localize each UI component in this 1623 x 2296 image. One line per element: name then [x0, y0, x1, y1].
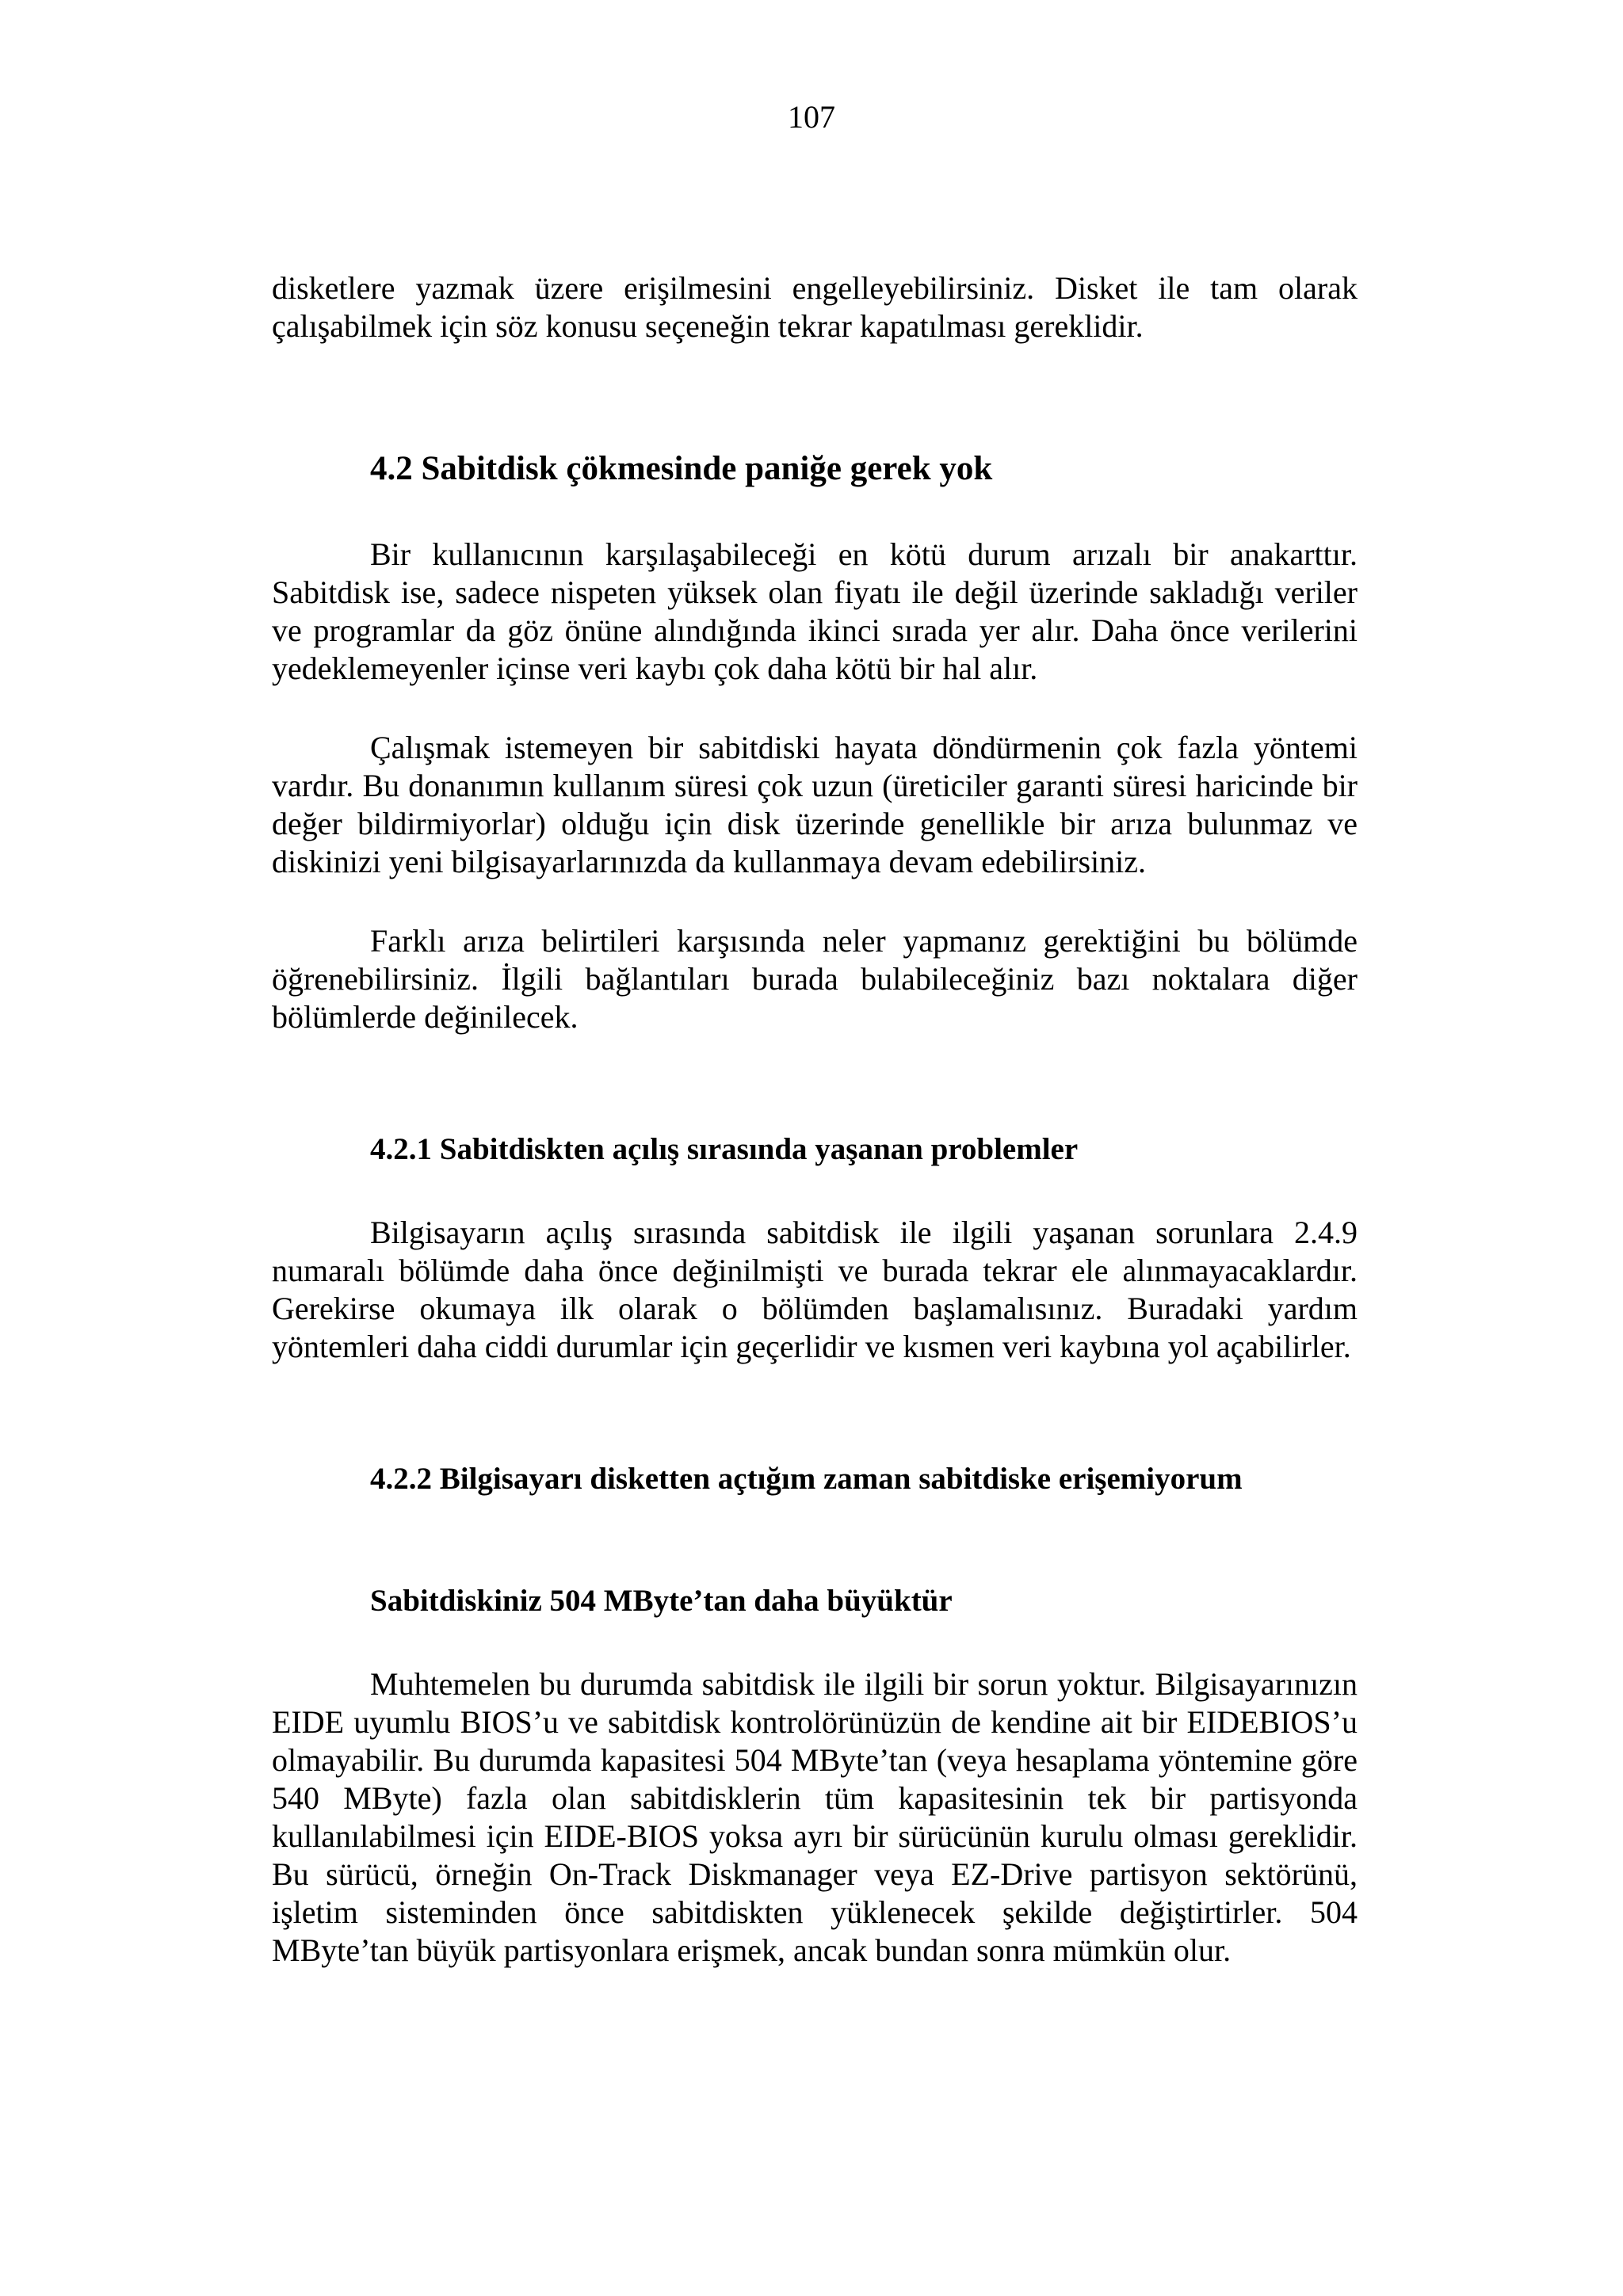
section-heading-4-2-1: 4.2.1 Sabitdiskten açılış sırasında yaşanan problemler: [370, 1132, 1079, 1166]
paragraph-4-2-2: Çalışmak istemeyen bir sabitdiski hayata döndürmenin çok fazla yöntemi vardır. Bu donanımın kullanım süresi çok uzun (üreticiler garanti süresi haricinde bir değer bildirmiyorlar) olduğu için disk üzerinde genellikle bir arıza bulunmaz ve diskinizi yeni bilgisayarlarınızda da kullanmaya devam edebilirsiniz.: [272, 730, 1358, 879]
section-heading-4-2-2: 4.2.2 Bilgisayarı disketten açtığım zaman sabitdiske erişemiyorum: [370, 1462, 1243, 1496]
document-body: [272, 269, 1358, 1970]
paragraph-4-2-2-1: Muhtemelen bu durumda sabitdisk ile ilgili bir sorun yoktur. Bilgisayarınızın EIDE uyumlu BIOS’u ve sabitdisk kontrolörünüzün de kendine ait bir EIDEBIOS’u olmayabilir. Bu durumda kapasitesi 504 MByte’tan (veya hesaplama yöntemine göre 540 MByte) fazla olan sabitdisklerin tüm kapasitesinin tek bir partisyonda kullanılabilmesi için EIDE-BIOS yoksa ayrı bir sürücünün kurulu olması gereklidir. Bu sürücü, örneğin On-Track Diskmanager veya EZ-Drive partisyon sektörünü, işletim sisteminden önce sabitdiskten yüklenecek şekilde değiştirtirler. 504 MByte’tan büyük partisyonlara erişmek, ancak bundan sonra mümkün olur.: [272, 1666, 1358, 1968]
subheading-504-mbyte: Sabitdiskiniz 504 MByte’tan daha büyüktür: [370, 1584, 953, 1618]
page-number: 107: [788, 99, 835, 135]
paragraph-4-2-1: Bir kullanıcının karşılaşabileceği en kötü durum arızalı bir anakarttır. Sabitdisk ise, sadece nispeten yüksek olan fiyatı ile değil üzerinde sakladığı veriler ve programlar da göz önüne alındığında ikinci sırada yer alır. Daha önce verilerini yedeklemeyenler içinse veri kaybı çok daha kötü bir hal alır.: [272, 536, 1358, 686]
paragraph-4-2-1-1: Bilgisayarın açılış sırasında sabitdisk ile ilgili yaşanan sorunlara 2.4.9 numaralı bölümde daha önce değinilmişti ve burada tekrar ele alınmayacaklardır. Gerekirse okumaya ilk olarak o bölümden başlamalısınız. Buradaki yardım yöntemleri daha ciddi durumlar için geçerlidir ve kısmen veri kaybına yol açabilirler.: [272, 1215, 1358, 1364]
paragraph-4-2-3: Farklı arıza belirtileri karşısında neler yapmanız gerektiğini bu bölümde öğrenebilirsiniz. İlgili bağlantıları burada bulabileceğiniz bazı noktalara diğer bölümlerde değinilecek.: [272, 923, 1358, 1035]
paragraph-intro: disketlere yazmak üzere erişilmesini engelleyebilirsiniz. Disket ile tam olarak çalışabilmek için söz konusu seçeneğin tekrar kapatılması gereklidir.: [272, 270, 1358, 344]
section-heading-4-2: 4.2 Sabitdisk çökmesinde paniğe gerek yok: [370, 450, 993, 487]
